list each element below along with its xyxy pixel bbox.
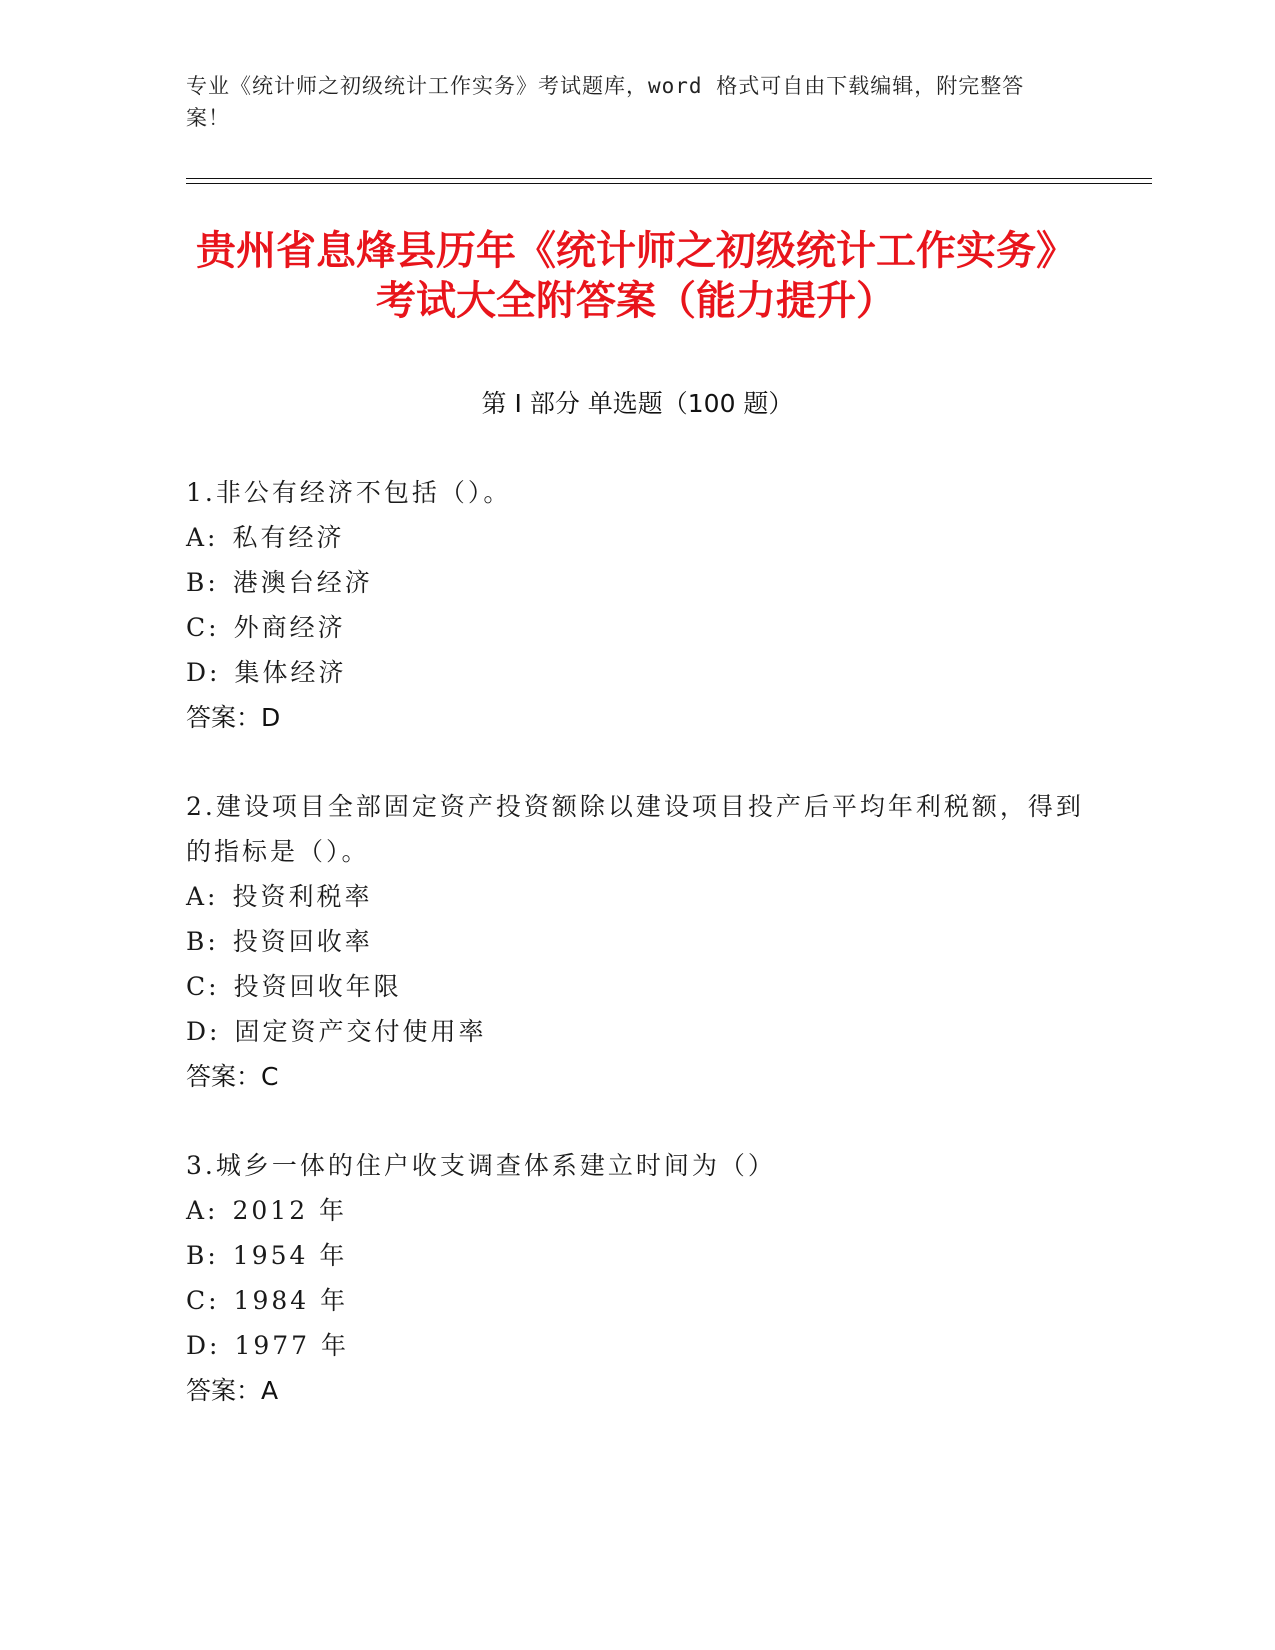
- option-a: [186, 874, 1086, 919]
- question-3: [186, 1143, 1086, 1413]
- answer-line: 答案：C: [186, 1062, 279, 1091]
- option-text: 2012 年: [232, 1196, 348, 1225]
- option-c: [186, 1278, 1086, 1323]
- header-divider-top: [186, 178, 1152, 179]
- option-letter: D:: [186, 1017, 221, 1046]
- answer-line: 答案：A: [186, 1376, 279, 1405]
- option-letter: D:: [186, 658, 221, 687]
- option-text: 1954 年: [232, 1241, 348, 1270]
- option-text: 港澳台经济: [232, 568, 373, 597]
- option-c: [186, 605, 1086, 650]
- option-letter: C:: [186, 972, 220, 1001]
- option-text: 固定资产交付使用率: [234, 1017, 487, 1046]
- option-b: [186, 560, 1086, 605]
- option-d: [186, 650, 1086, 695]
- section-heading: 第 I 部分 单选题（100 题）: [481, 389, 794, 418]
- option-text: 外商经济: [233, 613, 346, 642]
- option-text: 投资回收年限: [233, 972, 402, 1001]
- option-letter: B:: [186, 1241, 219, 1270]
- option-letter: C:: [186, 1286, 220, 1315]
- option-text: 投资利税率: [232, 882, 373, 911]
- question-1: [186, 470, 1086, 740]
- header-note: 专业《统计师之初级统计工作实务》考试题库，word 格式可自由下载编辑，附完整答案！: [186, 74, 1025, 130]
- option-letter: B:: [186, 927, 219, 956]
- option-letter: A:: [186, 1196, 219, 1225]
- document-title: 贵州省息烽县历年《统计师之初级统计工作实务》考试大全附答案（能力提升）: [196, 228, 1076, 324]
- question-stem: 1.非公有经济不包括（）。: [186, 478, 512, 507]
- option-text: 1977 年: [234, 1331, 350, 1360]
- option-b: [186, 919, 1086, 964]
- option-c: [186, 964, 1086, 1009]
- option-text: 1984 年: [233, 1286, 349, 1315]
- option-d: [186, 1323, 1086, 1368]
- option-letter: A:: [186, 882, 219, 911]
- question-stem: 3.城乡一体的住户收支调查体系建立时间为（）: [186, 1151, 776, 1180]
- option-text: 私有经济: [232, 523, 345, 552]
- option-b: [186, 1233, 1086, 1278]
- option-letter: A:: [186, 523, 219, 552]
- option-letter: C:: [186, 613, 220, 642]
- option-text: 集体经济: [234, 658, 347, 687]
- option-d: [186, 1009, 1086, 1054]
- answer-line: 答案：D: [186, 703, 281, 732]
- option-a: [186, 1188, 1086, 1233]
- option-letter: B:: [186, 568, 219, 597]
- option-letter: D:: [186, 1331, 221, 1360]
- header-divider-bottom: [186, 183, 1152, 184]
- question-2: [186, 784, 1086, 1099]
- option-text: 投资回收率: [232, 927, 373, 956]
- option-a: [186, 515, 1086, 560]
- question-list: [186, 470, 1086, 1457]
- question-stem: 2.建设项目全部固定资产投资额除以建设项目投产后平均年利税额，得到的指标是（）。: [186, 792, 1084, 866]
